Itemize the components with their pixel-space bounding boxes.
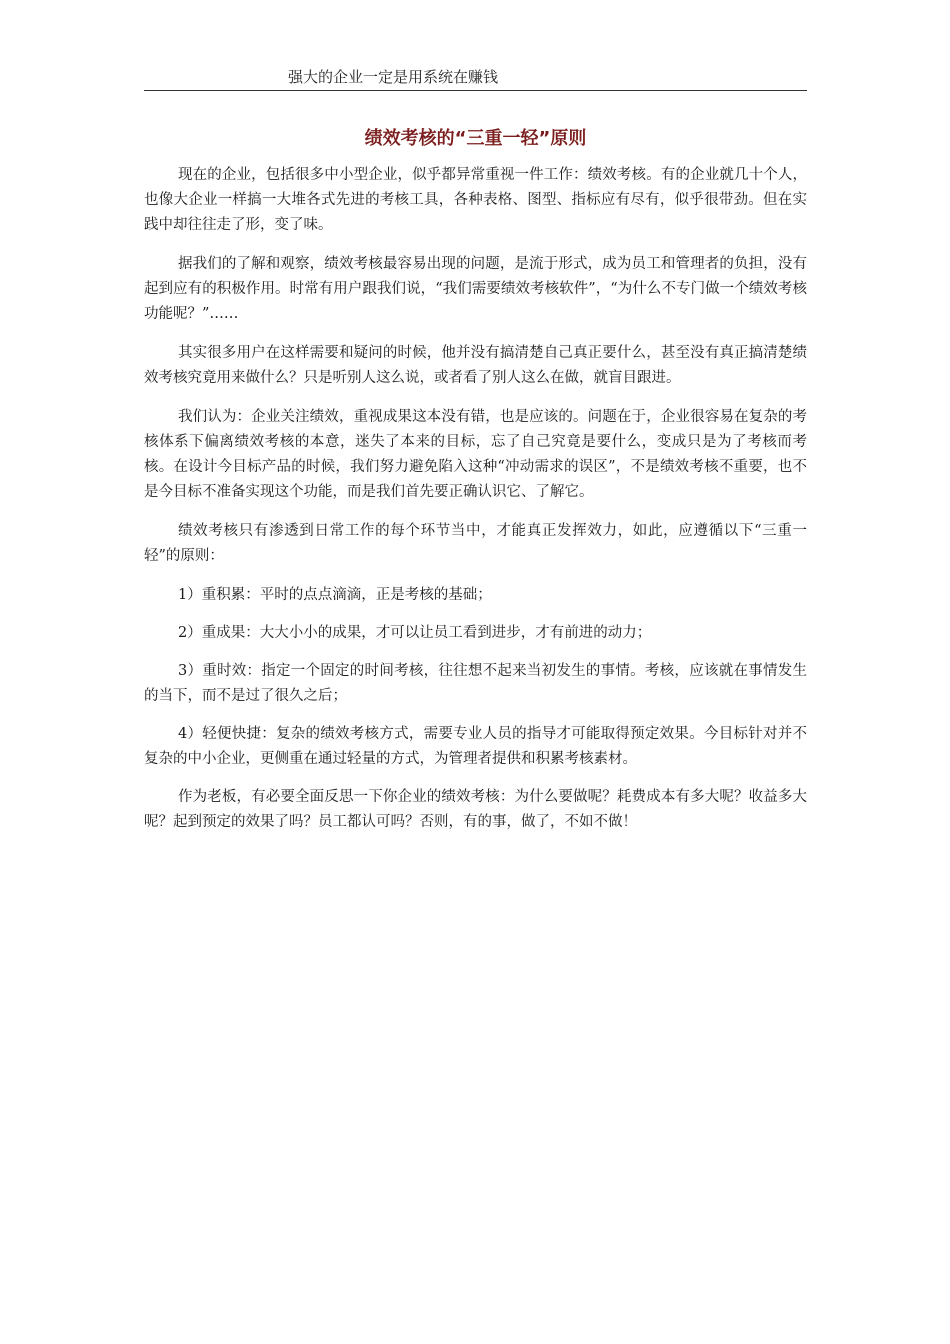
document-title: 绩效考核的“三重一轻”原则 (364, 128, 587, 149)
paragraph-1: 现在的企业，包括很多中小型企业，似乎都异常重视一件工作：绩效考核。有的企业就几十个人，也像大企业一样搞一大堆各式先进的考核工具，各种表格、图型、指标应有尽有，似乎很带劲。但在实践中却往往走了形，变了味。 (144, 167, 807, 233)
paragraph-3: 其实很多用户在这样需要和疑问的时候，他并没有搞清楚自己真正要什么，甚至没有真正搞清楚绩效考核究竟用来做什么？只是听别人这么说，或者看了别人这么在做，就盲目跟进。 (144, 345, 807, 386)
header-text: 强大的企业一定是用系统在赚钱 (288, 68, 499, 86)
document-body (144, 163, 807, 849)
list-item-4: 4）轻便快捷：复杂的绩效考核方式，需要专业人员的指导才可能取得预定效果。今目标针对并不复杂的中小企业，更侧重在通过轻量的方式，为管理者提供和积累考核素材。 (144, 726, 807, 767)
list-item-3: 3）重时效：指定一个固定的时间考核，往往想不起来当初发生的事情。考核，应该就在事情发生的当下，而不是过了很久之后； (144, 663, 807, 704)
paragraph-2: 据我们的了解和观察，绩效考核最容易出现的问题，是流于形式，成为员工和管理者的负担，没有起到应有的积极作用。时常有用户跟我们说，“我们需要绩效考核软件”，“为什么不专门做一个绩效考核功能呢？”…… (144, 256, 807, 322)
page-header (144, 62, 807, 91)
list-item-1: 1）重积累：平时的点点滴滴，正是考核的基础； (178, 587, 492, 603)
paragraph-4: 我们认为：企业关注绩效，重视成果这本没有错，也是应该的。问题在于，企业很容易在复杂的考核体系下偏离绩效考核的本意，迷失了本来的目标，忘了自己究竟是要什么，变成只是为了考核而考核。在设计今目标产品的时候，我们努力避免陷入这种“冲动需求的误区”，不是绩效考核不重要，也不是今目标不准备实现这个功能，而是我们首先要正确认识它、了解它。 (144, 409, 807, 500)
list-item-2: 2）重成果：大大小小的成果，才可以让员工看到进步，才有前进的动力； (178, 625, 652, 641)
closing-paragraph: 作为老板，有必要全面反思一下你企业的绩效考核：为什么要做呢？耗费成本有多大呢？收益多大呢？起到预定的效果了吗？员工都认可吗？否则，有的事，做了，不如不做！ (144, 789, 807, 830)
paragraph-5: 绩效考核只有渗透到日常工作的每个环节当中，才能真正发挥效力，如此，应遵循以下“三重一轻”的原则： (144, 523, 807, 564)
